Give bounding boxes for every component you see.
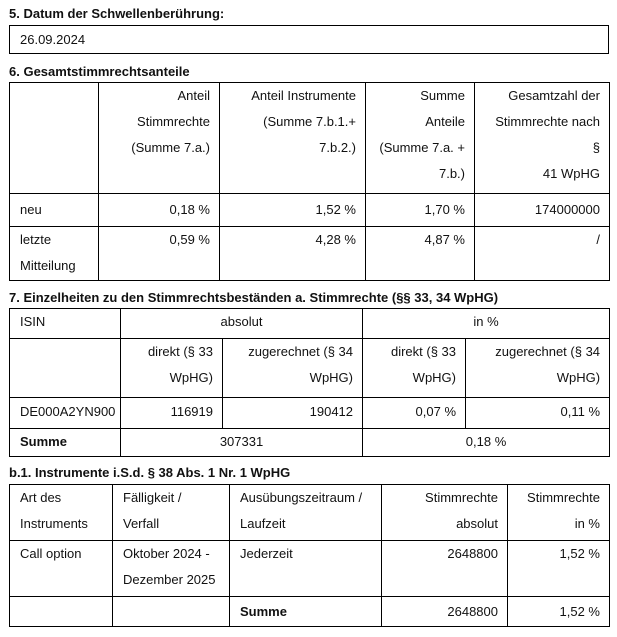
maturity-value: Oktober 2024 - Dezember 2025 [113, 541, 230, 597]
table-row [10, 398, 610, 429]
sum-absolute: 2648800 [382, 597, 508, 627]
section-b1-heading: b.1. Instrumente i.S.d. § 38 Abs. 1 Nr. 1 WpHG [9, 465, 291, 480]
table-subheader-row [10, 339, 610, 398]
header-isin: ISIN [10, 309, 121, 339]
empty-cell [113, 597, 230, 627]
sum-percent: 1,52 % [508, 597, 610, 627]
cell-value: 1,70 % [366, 194, 475, 227]
cell-value: / [475, 227, 610, 281]
cell-value: 174000000 [475, 194, 610, 227]
table-row [10, 194, 610, 227]
exercise-period-value: Jederzeit [230, 541, 382, 597]
cell-value: 1,52 % [220, 194, 366, 227]
header-empty-cell [10, 339, 121, 398]
sum-label: Summe [10, 429, 121, 457]
cell-value: 116919 [121, 398, 223, 429]
sum-percent: 0,18 % [363, 429, 610, 457]
header-instrument-type: Art des Instruments [10, 485, 113, 541]
header-attributed: zugerechnet (§ 34 WpHG) [223, 339, 363, 398]
section-6-heading: 6. Gesamtstimmrechtsanteile [9, 64, 190, 79]
cell-value: 0,59 % [99, 227, 220, 281]
header-exercise-period: Ausübungszeitraum / Laufzeit [230, 485, 382, 541]
empty-cell [10, 597, 113, 627]
cell-value: 2648800 [382, 541, 508, 597]
header-direct: direkt (§ 33 WpHG) [121, 339, 223, 398]
row-label: neu [10, 194, 99, 227]
header-share-instruments: Anteil Instrumente (Summe 7.b.1.+ 7.b.2.) [220, 83, 366, 194]
header-share-voting-rights: Anteil Stimmrechte (Summe 7.a.) [99, 83, 220, 194]
header-voting-rights-absolute: Stimmrechte absolut [382, 485, 508, 541]
isin-value: DE000A2YN900 [10, 398, 121, 429]
table-row [10, 541, 610, 597]
instrument-type: Call option [10, 541, 113, 597]
voting-rights-details-table [9, 308, 610, 457]
header-voting-rights-percent: Stimmrechte in % [508, 485, 610, 541]
header-empty-cell [10, 83, 99, 194]
cell-value: 190412 [223, 398, 363, 429]
row-label: letzte Mitteilung [10, 227, 99, 281]
sum-label: Summe [230, 597, 382, 627]
section-7-heading: 7. Einzelheiten zu den Stimmrechtsbeständen a. Stimmrechte (§§ 33, 34 WpHG) [9, 290, 499, 305]
header-direct-percent: direkt (§ 33 WpHG) [363, 339, 466, 398]
cell-value: 1,52 % [508, 541, 610, 597]
cell-value: 0,11 % [466, 398, 610, 429]
table-header-row [10, 485, 610, 541]
table-row [10, 227, 610, 281]
sum-row [10, 429, 610, 457]
header-absolute: absolut [121, 309, 363, 339]
table-header-row [10, 309, 610, 339]
header-maturity: Fälligkeit / Verfall [113, 485, 230, 541]
header-sum-shares: Summe Anteile (Summe 7.a. + 7.b.) [366, 83, 475, 194]
cell-value: 0,07 % [363, 398, 466, 429]
cell-value: 4,87 % [366, 227, 475, 281]
instruments-table [9, 484, 610, 627]
section-5-heading: 5. Datum der Schwellenberührung: [9, 6, 225, 21]
cell-value: 4,28 % [220, 227, 366, 281]
threshold-date-field [9, 25, 609, 54]
header-percent: in % [363, 309, 610, 339]
total-voting-rights-table [9, 82, 610, 281]
threshold-date: 26.09.2024 [20, 32, 86, 47]
table-header-row [10, 83, 610, 194]
header-total-voting-rights: Gesamtzahl der Stimmrechte nach § 41 WpHG [475, 83, 610, 194]
sum-row [10, 597, 610, 627]
cell-value: 0,18 % [99, 194, 220, 227]
sum-absolute: 307331 [121, 429, 363, 457]
header-attributed-percent: zugerechnet (§ 34 WpHG) [466, 339, 610, 398]
